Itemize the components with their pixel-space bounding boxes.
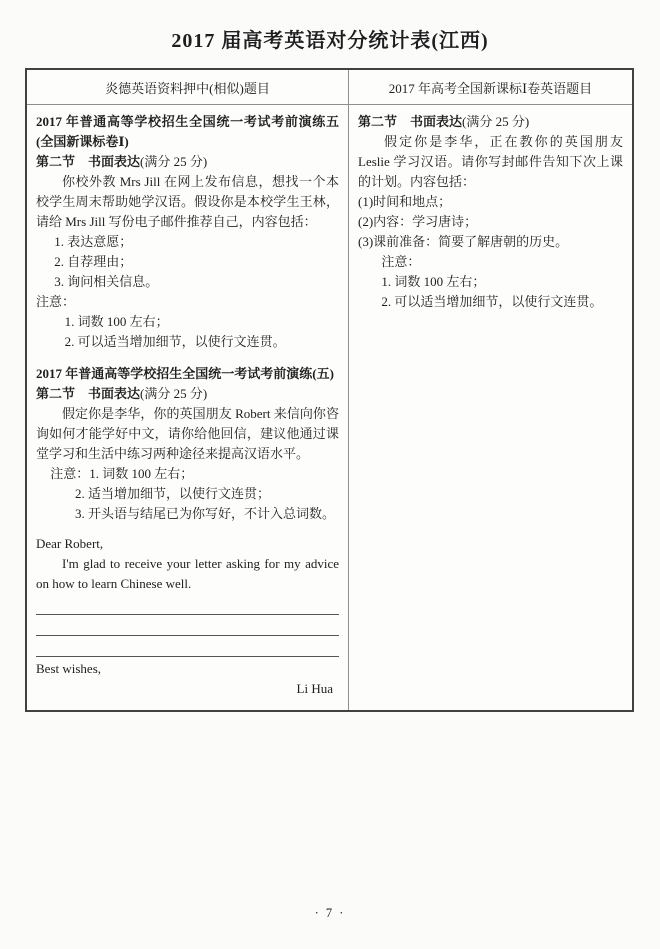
table-header-left: 炎德英语资料押中(相似)题目 [27,70,349,105]
notes-label-1: 注意： [36,294,76,309]
note-item: 3. 开头语与结尾已为你写好，不计入总词数。 [75,506,336,521]
task-item: 2. 自荐理由； [54,254,133,269]
task-intro-2: 假定你是李华，你的英国朋友 Robert 来信向你咨询如何才能学好中文，请你给他回信，建议他通过课堂学习和生活中练习两种途径来提高汉语水平。 [36,406,339,461]
task-item: 1. 表达意愿； [54,234,133,249]
letter-salutation: Dear Robert, [36,536,104,551]
exam-heading-1: 2017 年普通高等学校招生全国统一考试考前演练五(全国新课标卷Ⅰ) [36,114,339,149]
section-line-right [358,112,623,132]
note-item: 1. 词数 100 左右； [64,314,169,329]
table-header-right: 2017 年高考全国新课标Ⅰ卷英语题目 [349,70,632,105]
section-label-right: 第二节 书面表达 [358,114,463,129]
page-title: 2017 届高考英语对分统计表(江西) [171,30,489,52]
task-item: 3. 询问相关信息。 [54,274,159,289]
letter-closing: Best wishes, [36,661,101,676]
left-column-cell [27,105,349,710]
section-line-1 [36,152,339,172]
letter-body: I'm glad to receive your letter asking for my advice on how to learn Chinese well. [36,556,339,591]
right-column-cell [349,105,632,710]
section-score-2: (满分 25 分) [140,386,208,401]
task-item: (3)课前准备：简要了解唐朝的历史。 [358,234,569,249]
comparison-table [25,68,634,712]
note-item: 2. 可以适当增加细节，以使行文连贯。 [381,294,603,309]
section-line-2 [36,384,339,404]
note-item: 1. 词数 100 左右； [381,274,486,289]
task-intro-1: 你校外教 Mrs Jill 在网上发布信息，想找一个本校学生周末帮助她学汉语。假设你是本校学生王林，请给 Mrs Jill 写份电子邮件推荐自己，内容包括： [36,174,339,229]
page-number: · 7 · [314,906,346,920]
section-score-right: (满分 25 分) [462,114,530,129]
task-intro-right: 假定你是李华，正在教你的英国朋友 Leslie 学习汉语。请你写封邮件告知下次上课的计划。内容包括： [358,134,623,189]
letter-signature: Li Hua [296,681,333,696]
exam-heading-2: 2017 年普通高等学校招生全国统一考试考前演练(五) [36,366,334,381]
task-item: (2)内容：学习唐诗； [358,214,478,229]
notes-label-right: 注意： [381,254,421,269]
section-label-1: 第二节 书面表达 [36,154,141,169]
task-item: (1)时间和地点； [358,194,452,209]
writing-line [36,615,339,636]
writing-line [36,636,339,657]
writing-line [36,594,339,615]
note-item: 注意：1. 词数 100 左右； [50,466,194,481]
note-item: 2. 可以适当增加细节，以使行文连贯。 [64,334,286,349]
note-item: 2. 适当增加细节，以使行文连贯； [75,486,271,501]
section-label-2: 第二节 书面表达 [36,386,141,401]
section-score-1: (满分 25 分) [140,154,208,169]
